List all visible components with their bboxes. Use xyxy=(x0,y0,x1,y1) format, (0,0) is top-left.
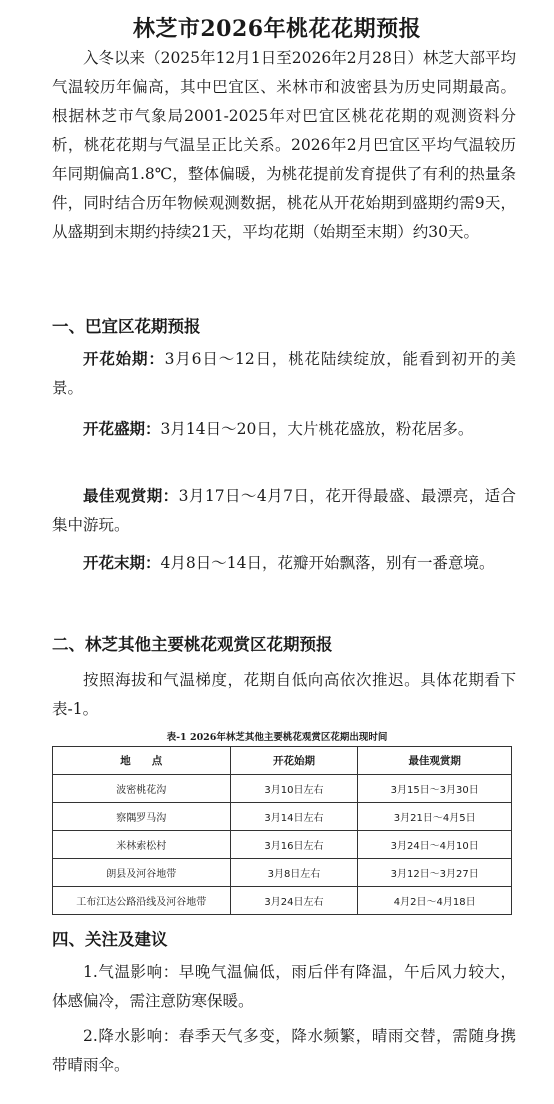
document-title: 林芝市2026年桃花花期预报 xyxy=(132,16,422,42)
forecast-item-start xyxy=(52,344,516,403)
header-start: 开花始期 xyxy=(230,747,358,775)
cell-best: 3月21日～4月5日 xyxy=(358,803,512,831)
forecast-text: 3月14日～20日，大片桃花盛放，粉花居多。 xyxy=(160,420,474,438)
forecast-text: 4月8日～14日，花瓣开始飘落，别有一番意境。 xyxy=(160,554,495,572)
header-location: 地 点 xyxy=(53,747,231,775)
cell-start: 3月14日左右 xyxy=(230,803,358,831)
forecast-item-best xyxy=(52,481,516,540)
forecast-label: 开花末期： xyxy=(83,553,161,572)
cell-location: 朗县及河谷地带 xyxy=(53,859,231,887)
forecast-text: 3月17日～4月7日，花开得最盛、最漂亮，适合集中游玩。 xyxy=(52,487,516,534)
section2-heading: 二、林芝其他主要桃花观赏区花期预报 xyxy=(52,635,333,654)
intro-paragraph: 入冬以来（2025年12月1日至2026年2月28日）林芝大部平均气温较历年偏高，其中巴宜区、米林市和波密县为历史同期最高。根据林芝市气象局2001-2025年对巴宜区桃花花期的观测资料分析，桃花花期与气温呈正比关系。2026年2月巴宜区平均气温较历年同期偏高1.8℃，整体偏暖，为桃花提前发育提供了有利的热量条件，同时结合历年物候观测数据，桃花从开花始期到盛期约需9天，从盛期到末期约持续21天，平均花期（始期至末期）约30天。 xyxy=(52,49,516,241)
table-header-row xyxy=(53,747,512,775)
table-row xyxy=(53,775,512,803)
table-row xyxy=(53,887,512,915)
forecast-item-end xyxy=(52,548,516,578)
forecast-label: 最佳观赏期： xyxy=(83,486,179,505)
section1-heading: 一、巴宜区花期预报 xyxy=(52,317,201,336)
table-row xyxy=(53,803,512,831)
cell-best: 3月12日～3月27日 xyxy=(358,859,512,887)
table-caption: 表-1 2026年林芝其他主要桃花观赏区花期出现时间 xyxy=(166,732,388,743)
forecast-item-peak xyxy=(52,414,516,444)
cell-start: 3月8日左右 xyxy=(230,859,358,887)
cell-location: 米林索松村 xyxy=(53,831,231,859)
forecast-text: 3月6日～12日，桃花陆续绽放，能看到初开的美景。 xyxy=(52,350,516,397)
cell-start: 3月10日左右 xyxy=(230,775,358,803)
cell-best: 3月24日～4月10日 xyxy=(358,831,512,859)
cell-start: 3月24日左右 xyxy=(230,887,358,915)
bloom-table xyxy=(52,746,512,915)
cell-best: 3月15日～3月30日 xyxy=(358,775,512,803)
cell-start: 3月16日左右 xyxy=(230,831,358,859)
forecast-label: 开花盛期： xyxy=(83,419,161,438)
section4-heading: 四、关注及建议 xyxy=(52,930,168,949)
cell-location: 波密桃花沟 xyxy=(53,775,231,803)
advice-item-temperature: 1.气温影响：早晚气温偏低，雨后伴有降温，午后风力较大，体感偏冷，需注意防寒保暖。 xyxy=(52,963,516,1010)
cell-location: 察隅罗马沟 xyxy=(53,803,231,831)
cell-location: 工布江达公路沿线及河谷地带 xyxy=(53,887,231,915)
header-best: 最佳观赏期 xyxy=(358,747,512,775)
table-row xyxy=(53,859,512,887)
cell-best: 4月2日～4月18日 xyxy=(358,887,512,915)
advice-item-precipitation: 2.降水影响：春季天气多变，降水频繁，晴雨交替，需随身携带晴雨伞。 xyxy=(52,1027,516,1074)
table-row xyxy=(53,831,512,859)
section2-paragraph: 按照海拔和气温梯度，花期自低向高依次推迟。具体花期看下表-1。 xyxy=(52,671,516,718)
forecast-label: 开花始期： xyxy=(83,349,165,368)
